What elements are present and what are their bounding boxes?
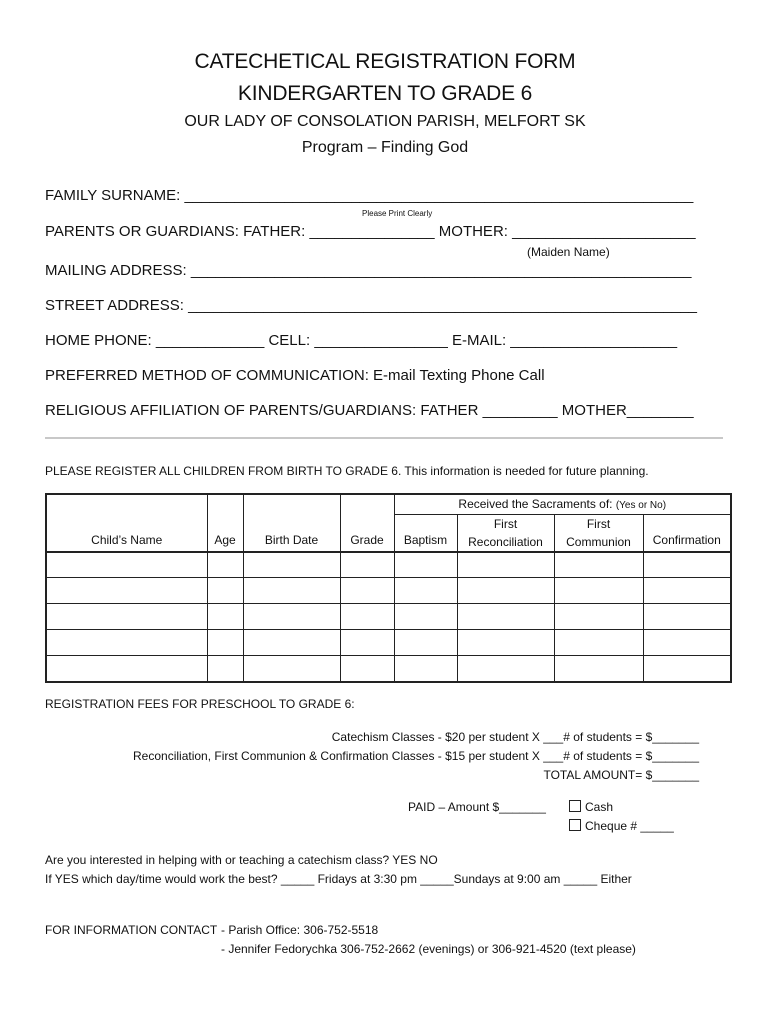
col-age: Age <box>207 494 243 552</box>
family-surname-field[interactable]: FAMILY SURNAME: _____________________________________________________________ <box>45 187 694 204</box>
print-clearly-note: Please Print Clearly <box>362 209 433 218</box>
table-row <box>46 656 731 682</box>
sacraments-yes-no-note: (Yes or No) <box>615 500 667 512</box>
table-row <box>46 630 731 656</box>
children-table <box>45 493 732 683</box>
parents-field[interactable]: PARENTS OR GUARDIANS: FATHER: _______________ MOTHER: ______________________ <box>45 223 696 240</box>
col-first-communion <box>554 514 643 552</box>
paid-amount-line[interactable]: PAID – Amount $_______ <box>408 800 546 814</box>
register-instruction: PLEASE REGISTER ALL CHILDREN FROM BIRTH TO GRADE 6. This information is needed for future planning. <box>45 464 649 478</box>
col-childs-name: Child’s Name <box>46 494 207 552</box>
sacraments-header <box>394 494 731 514</box>
street-address-field[interactable]: STREET ADDRESS: _____________________________________________________________ <box>45 297 697 314</box>
total-amount-line[interactable]: TOTAL AMOUNT= $_______ <box>543 768 699 782</box>
col-baptism: Baptism <box>394 514 457 552</box>
volunteer-time-options[interactable]: If YES which day/time would work the best? _____ Fridays at 3:30 pm _____Sundays at 9:00 am _____ Either <box>45 872 632 886</box>
catechism-fee-line[interactable]: Catechism Classes - $20 per student X ___# of students = $_______ <box>331 730 699 744</box>
table-row <box>46 578 731 604</box>
cheque-label: Cheque # _____ <box>585 819 674 833</box>
mailing-address-field[interactable]: MAILING ADDRESS: ____________________________________________________________ <box>45 262 692 279</box>
cash-option[interactable] <box>569 800 613 814</box>
cheque-checkbox-icon[interactable] <box>569 819 581 831</box>
form-title: CATECHETICAL REGISTRATION FORM <box>194 50 576 73</box>
col-first-reconciliation-top: First <box>493 516 518 531</box>
col-first-communion-bottom: Communion <box>566 534 631 549</box>
sacrament-fee-line[interactable]: Reconciliation, First Communion & Confirmation Classes - $15 per student X ___# of students = $_______ <box>133 749 699 763</box>
col-birth-date: Birth Date <box>243 494 340 552</box>
phone-email-field[interactable]: HOME PHONE: _____________ CELL: ________________ E-MAIL: ____________________ <box>45 332 678 349</box>
col-first-reconciliation-bottom: Reconciliation <box>468 534 543 549</box>
communication-method-field[interactable]: PREFERRED METHOD OF COMMUNICATION: E-mail Texting Phone Call <box>45 367 545 384</box>
table-row <box>46 604 731 630</box>
sacraments-header-label: Received the Sacraments of: <box>458 497 613 512</box>
form-subtitle: KINDERGARTEN TO GRADE 6 <box>237 82 533 105</box>
cheque-option[interactable] <box>569 819 674 833</box>
contact-label: FOR INFORMATION CONTACT <box>45 923 218 937</box>
col-first-reconciliation <box>457 514 554 552</box>
col-first-communion-top: First <box>586 516 611 531</box>
program-name: Program – Finding God <box>301 139 469 156</box>
cash-checkbox-icon[interactable] <box>569 800 581 812</box>
religious-affiliation-field[interactable]: RELIGIOUS AFFILIATION OF PARENTS/GUARDIANS: FATHER _________ MOTHER________ <box>45 402 694 419</box>
section-divider <box>45 437 723 439</box>
col-grade: Grade <box>340 494 394 552</box>
contact-person: - Jennifer Fedorychka 306-752-2662 (evenings) or 306-921-4520 (text please) <box>221 942 636 956</box>
volunteer-question[interactable]: Are you interested in helping with or teaching a catechism class? YES NO <box>45 853 438 867</box>
fees-heading: REGISTRATION FEES FOR PRESCHOOL TO GRADE 6: <box>45 697 355 711</box>
maiden-name-note: (Maiden Name) <box>527 245 610 259</box>
col-confirmation: Confirmation <box>643 514 731 552</box>
table-row <box>46 552 731 578</box>
parish-name: OUR LADY OF CONSOLATION PARISH, MELFORT SK <box>184 113 586 130</box>
contact-parish-office: - Parish Office: 306-752-5518 <box>221 923 379 937</box>
cash-label: Cash <box>585 800 614 814</box>
